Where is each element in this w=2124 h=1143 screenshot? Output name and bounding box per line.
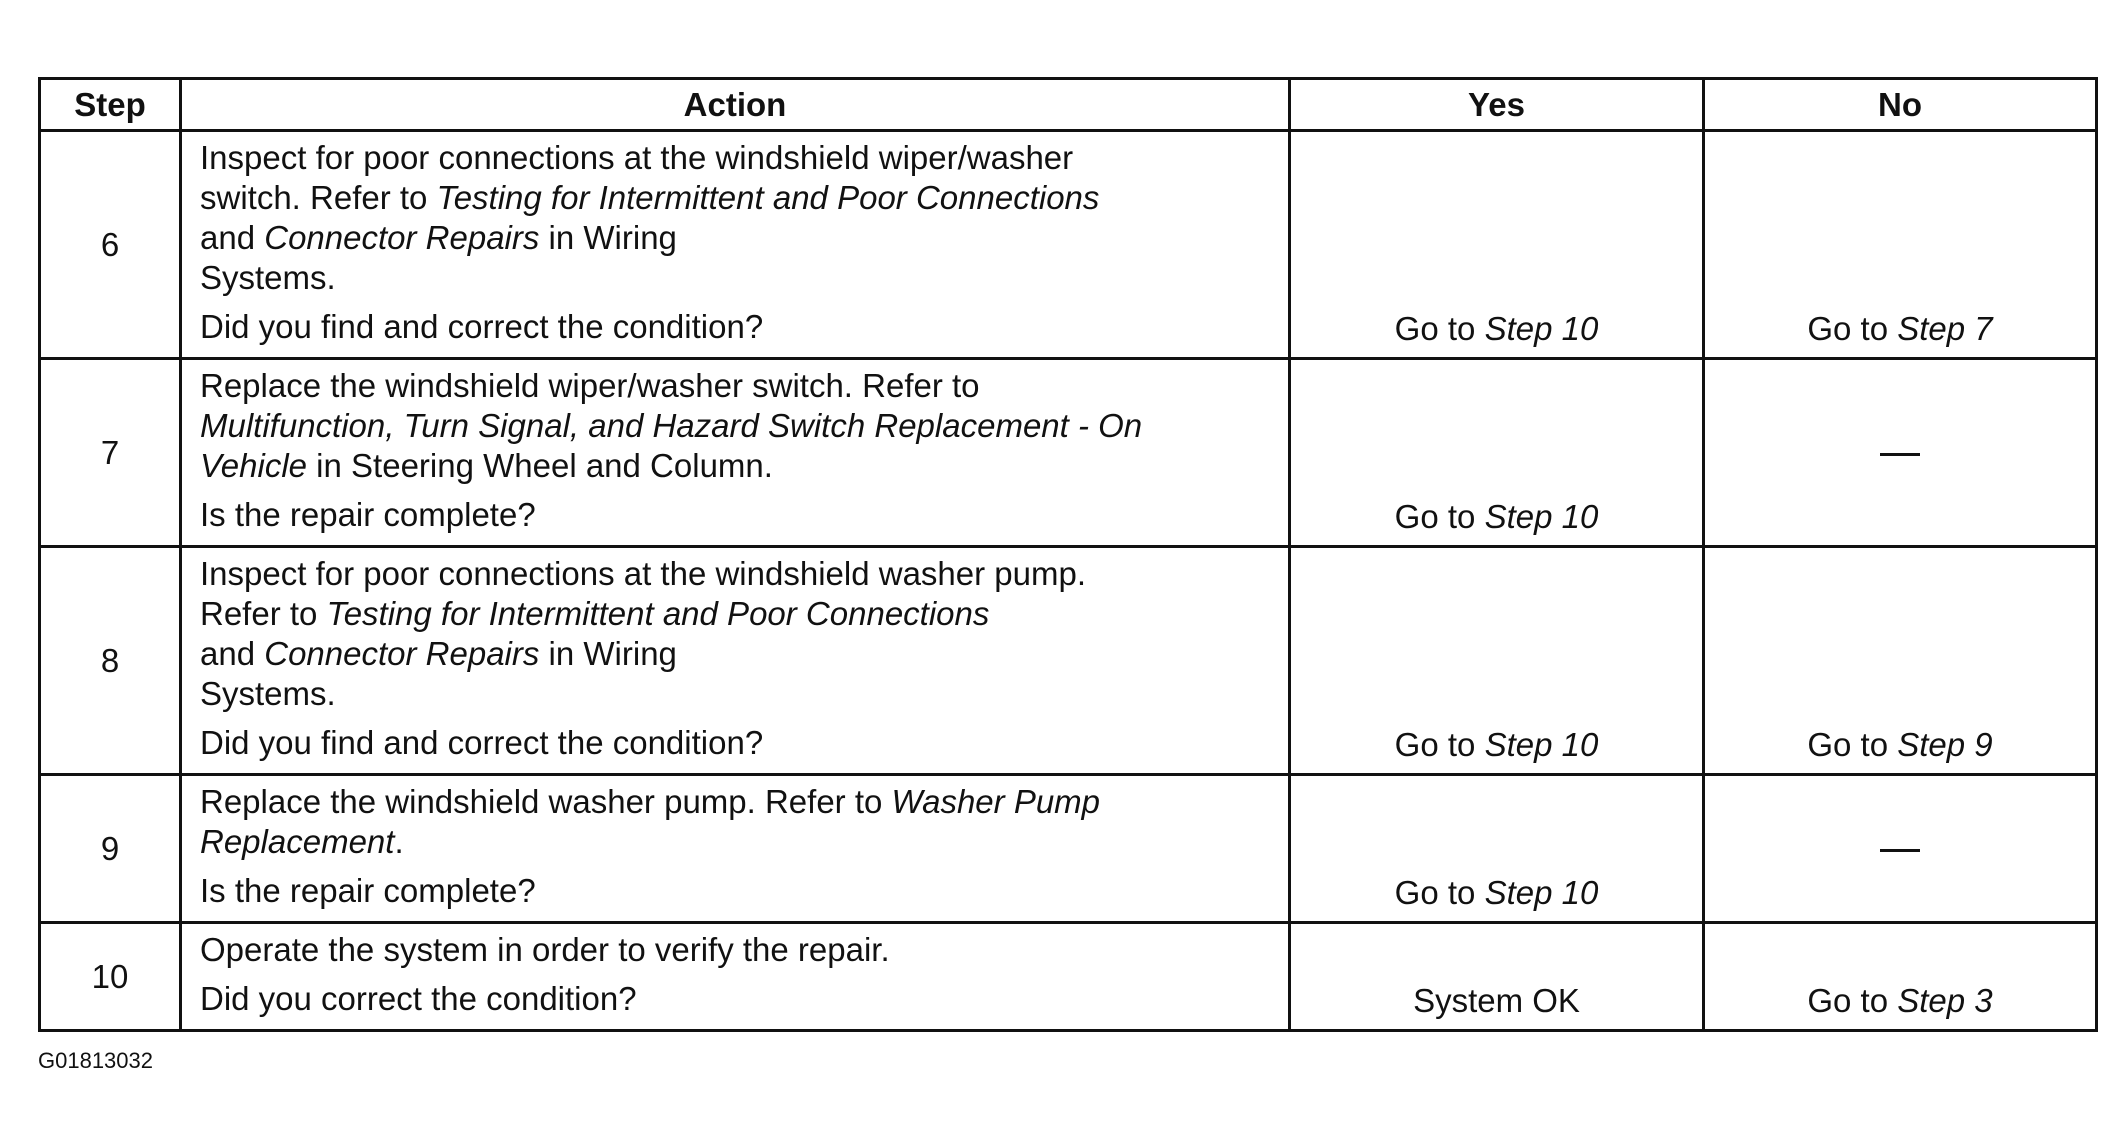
no-outcome (1704, 923, 2097, 1031)
yes-outcome (1290, 547, 1704, 775)
action-question: Is the repair complete? (200, 496, 536, 533)
text-run: Go to (1807, 726, 1898, 763)
text-run: Go to (1394, 726, 1485, 763)
header-action: Action (181, 79, 1290, 131)
table-row (40, 547, 2097, 775)
text-run: Systems. (200, 259, 336, 296)
action-line (200, 634, 1276, 674)
italic-ref: Step 10 (1484, 726, 1599, 763)
table-body (40, 131, 2097, 1031)
action-cell (181, 923, 1290, 1031)
italic-ref: Step 10 (1484, 498, 1599, 535)
yes-outcome (1290, 359, 1704, 547)
action-question: Did you find and correct the condition? (200, 724, 764, 761)
italic-ref: Step 7 (1897, 310, 1993, 347)
action-text (200, 366, 1276, 486)
text-run: . (394, 823, 404, 860)
italic-ref: Vehicle (200, 447, 308, 484)
dash-glyph (1880, 849, 1920, 852)
text-run: Replace the windshield wiper/washer switch. Refer to (200, 367, 980, 404)
action-question: Did you find and correct the condition? (200, 308, 764, 345)
yes-outcome (1290, 131, 1704, 359)
text-run: in Wiring (539, 219, 677, 256)
action-line (200, 782, 1276, 822)
step-number: 10 (40, 923, 181, 1031)
action-line (200, 218, 1276, 258)
action-line (200, 674, 1276, 714)
header-no: No (1704, 79, 2097, 131)
text-run: Refer to (200, 595, 327, 632)
no-outcome (1704, 131, 2097, 359)
yes-outcome (1290, 923, 1704, 1031)
action-cell (181, 359, 1290, 547)
action-text (200, 138, 1276, 298)
table-row (40, 923, 2097, 1031)
text-run: and (200, 635, 265, 672)
text-run: Replace the windshield washer pump. Refer to (200, 783, 892, 820)
italic-ref: Connector Repairs (264, 219, 540, 256)
text-run: Inspect for poor connections at the windshield wiper/washer (200, 139, 1074, 176)
action-cell (181, 547, 1290, 775)
italic-ref: Step 9 (1897, 726, 1993, 763)
table-row (40, 131, 2097, 359)
italic-ref: Step 3 (1897, 982, 1993, 1019)
action-text (200, 554, 1276, 714)
step-number: 6 (40, 131, 181, 359)
no-outcome (1704, 547, 2097, 775)
step-number: 9 (40, 775, 181, 923)
action-cell (181, 131, 1290, 359)
action-text (200, 782, 1276, 862)
action-line (200, 554, 1276, 594)
figure-id: G01813032 (38, 1048, 153, 1073)
yes-outcome (1290, 775, 1704, 923)
action-cell (181, 775, 1290, 923)
action-line (200, 594, 1276, 634)
header-row (40, 79, 2097, 131)
text-run: and (200, 219, 265, 256)
italic-ref: Replacement (200, 823, 395, 860)
header-yes: Yes (1290, 79, 1704, 131)
text-run: Systems. (200, 675, 336, 712)
no-outcome (1704, 359, 2097, 547)
text-run: Go to (1807, 310, 1898, 347)
action-question: Did you correct the condition? (200, 980, 637, 1017)
text-run: Go to (1394, 874, 1485, 911)
action-question: Is the repair complete? (200, 872, 536, 909)
text-run: Operate the system in order to verify the repair. (200, 931, 890, 968)
table-row (40, 775, 2097, 923)
no-outcome (1704, 775, 2097, 923)
action-text (200, 930, 1276, 970)
italic-ref: Step 10 (1484, 874, 1599, 911)
action-line (200, 258, 1276, 298)
italic-ref: Testing for Intermittent and Poor Connections (326, 595, 990, 632)
action-line (200, 178, 1276, 218)
text-run: Inspect for poor connections at the windshield washer pump. (200, 555, 1087, 592)
italic-ref: Washer Pump (891, 783, 1101, 820)
text-run: Go to (1394, 310, 1485, 347)
action-line (200, 446, 1276, 486)
text-run: switch. Refer to (200, 179, 437, 216)
text-run: Go to (1807, 982, 1898, 1019)
dash-glyph (1880, 453, 1920, 456)
italic-ref: Multifunction, Turn Signal, and Hazard Switch Replacement - On (200, 407, 1143, 444)
header-step: Step (40, 79, 181, 131)
italic-ref: Connector Repairs (264, 635, 540, 672)
italic-ref: Testing for Intermittent and Poor Connections (436, 179, 1100, 216)
italic-ref: Step 10 (1484, 310, 1599, 347)
text-run: in Wiring (539, 635, 677, 672)
action-line (200, 406, 1276, 446)
action-line (200, 138, 1276, 178)
action-line (200, 930, 1276, 970)
step-number: 8 (40, 547, 181, 775)
diagnostic-table (38, 77, 2098, 1032)
action-line (200, 822, 1276, 862)
step-number: 7 (40, 359, 181, 547)
action-line (200, 366, 1276, 406)
text-run: System OK (1413, 982, 1580, 1019)
text-run: Go to (1394, 498, 1485, 535)
text-run: in Steering Wheel and Column. (307, 447, 773, 484)
table-row (40, 359, 2097, 547)
